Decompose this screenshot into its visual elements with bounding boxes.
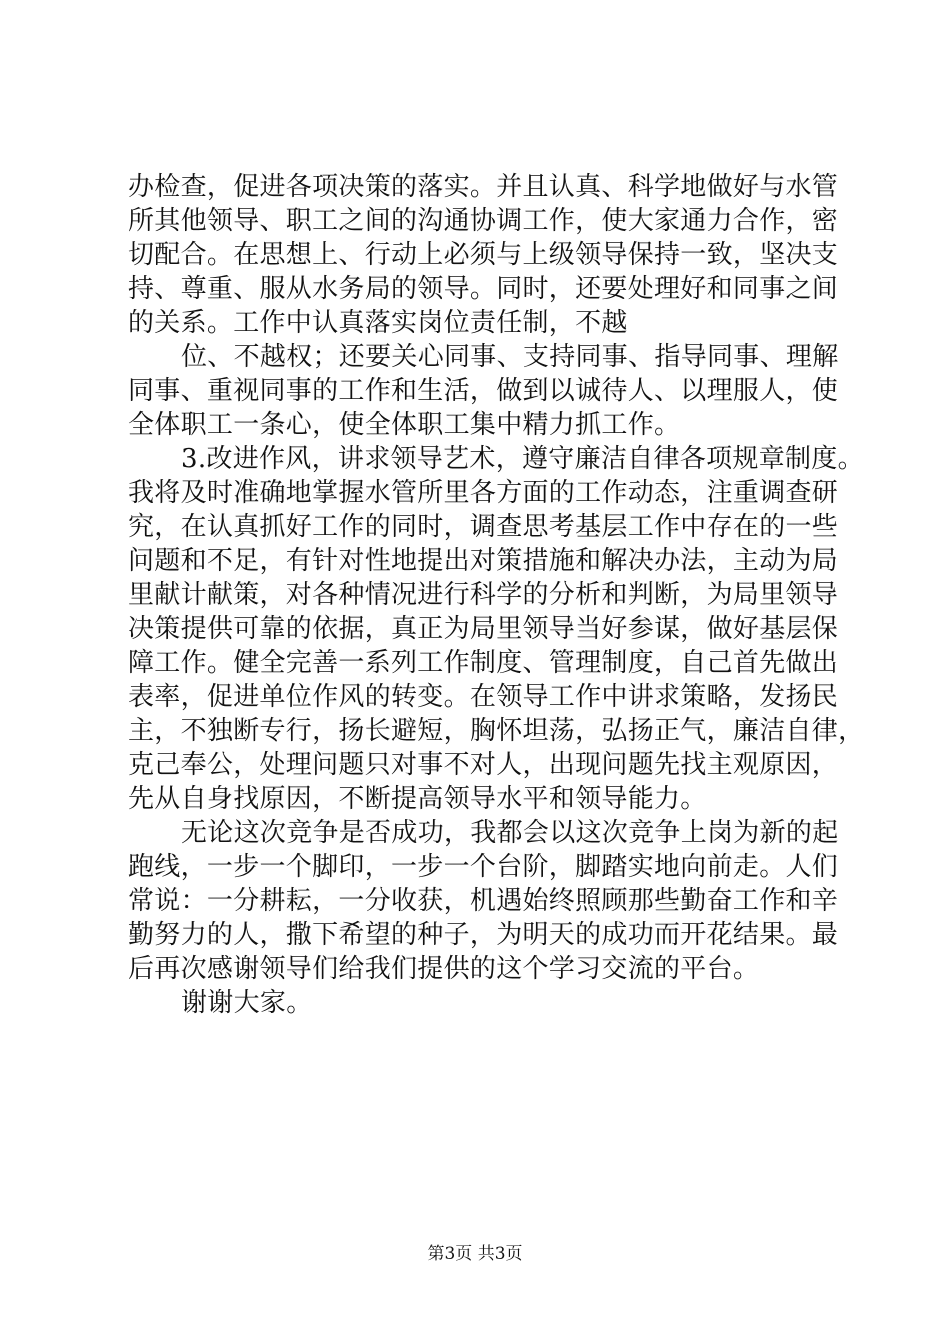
text-line: 谢谢大家。 <box>181 988 313 1018</box>
text-line: 克己奉公，处理问题只对事不对人，出现问题先找主观原因， <box>128 750 839 780</box>
text-line: 里献计献策，对各种情况进行科学的分析和判断，为局里领导 <box>128 580 839 610</box>
text-line: 切配合。在思想上、行动上必须与上级领导保持一致，坚决支 <box>128 240 839 270</box>
text-line: 表率，促进单位作风的转变。在领导工作中讲求策略，发扬民 <box>128 682 839 712</box>
text-line: 办检查，促进各项决策的落实。并且认真、科学地做好与水管 <box>128 172 839 202</box>
text-line: 常说：一分耕耘，一分收获，机遇始终照顾那些勤奋工作和辛 <box>128 886 839 916</box>
text-line: 后再次感谢领导们给我们提供的这个学习交流的平台。 <box>128 954 760 984</box>
page-number: 第3页 共3页 <box>427 1244 523 1264</box>
text-line: 决策提供可靠的依据，真正为局里领导当好参谋，做好基层保 <box>128 614 839 644</box>
text-line: 障工作。健全完善一系列工作制度、管理制度，自己首先做出 <box>128 648 839 678</box>
text-line: 同事、重视同事的工作和生活，做到以诚待人、以理服人，使 <box>128 376 839 406</box>
text-line: 全体职工一条心，使全体职工集中精力抓工作。 <box>128 410 681 440</box>
text-line: 位、不越权；还要关心同事、支持同事、指导同事、理解 <box>181 342 839 372</box>
text-line: 所其他领导、职工之间的沟通协调工作，使大家通力合作，密 <box>128 206 839 236</box>
text-line: 我将及时准确地掌握水管所里各方面的工作动态，注重调查研 <box>128 478 839 508</box>
text-line: 无论这次竞争是否成功，我都会以这次竞争上岗为新的起 <box>181 818 839 848</box>
text-line: 持、尊重、服从水务局的领导。同时，还要处理好和同事之间 <box>128 274 839 304</box>
document-body <box>128 170 865 1020</box>
text-line: 究，在认真抓好工作的同时，调查思考基层工作中存在的一些 <box>128 512 839 542</box>
text-line: 的关系。工作中认真落实岗位责任制，不越 <box>128 308 628 338</box>
text-line: 跑线，一步一个脚印，一步一个台阶，脚踏实地向前走。人们 <box>128 852 839 882</box>
text-line: 先从自身找原因，不断提高领导水平和领导能力。 <box>128 784 707 814</box>
page-footer <box>0 1243 950 1265</box>
text-line: 3.改进作风，讲求领导艺术，遵守廉洁自律各项规章制度。 <box>181 444 864 474</box>
text-line: 问题和不足，有针对性地提出对策措施和解决办法，主动为局 <box>128 546 839 576</box>
text-line: 主，不独断专行，扬长避短，胸怀坦荡，弘扬正气，廉洁自律， <box>128 716 865 746</box>
text-line: 勤努力的人，撒下希望的种子，为明天的成功而开花结果。最 <box>128 920 839 950</box>
